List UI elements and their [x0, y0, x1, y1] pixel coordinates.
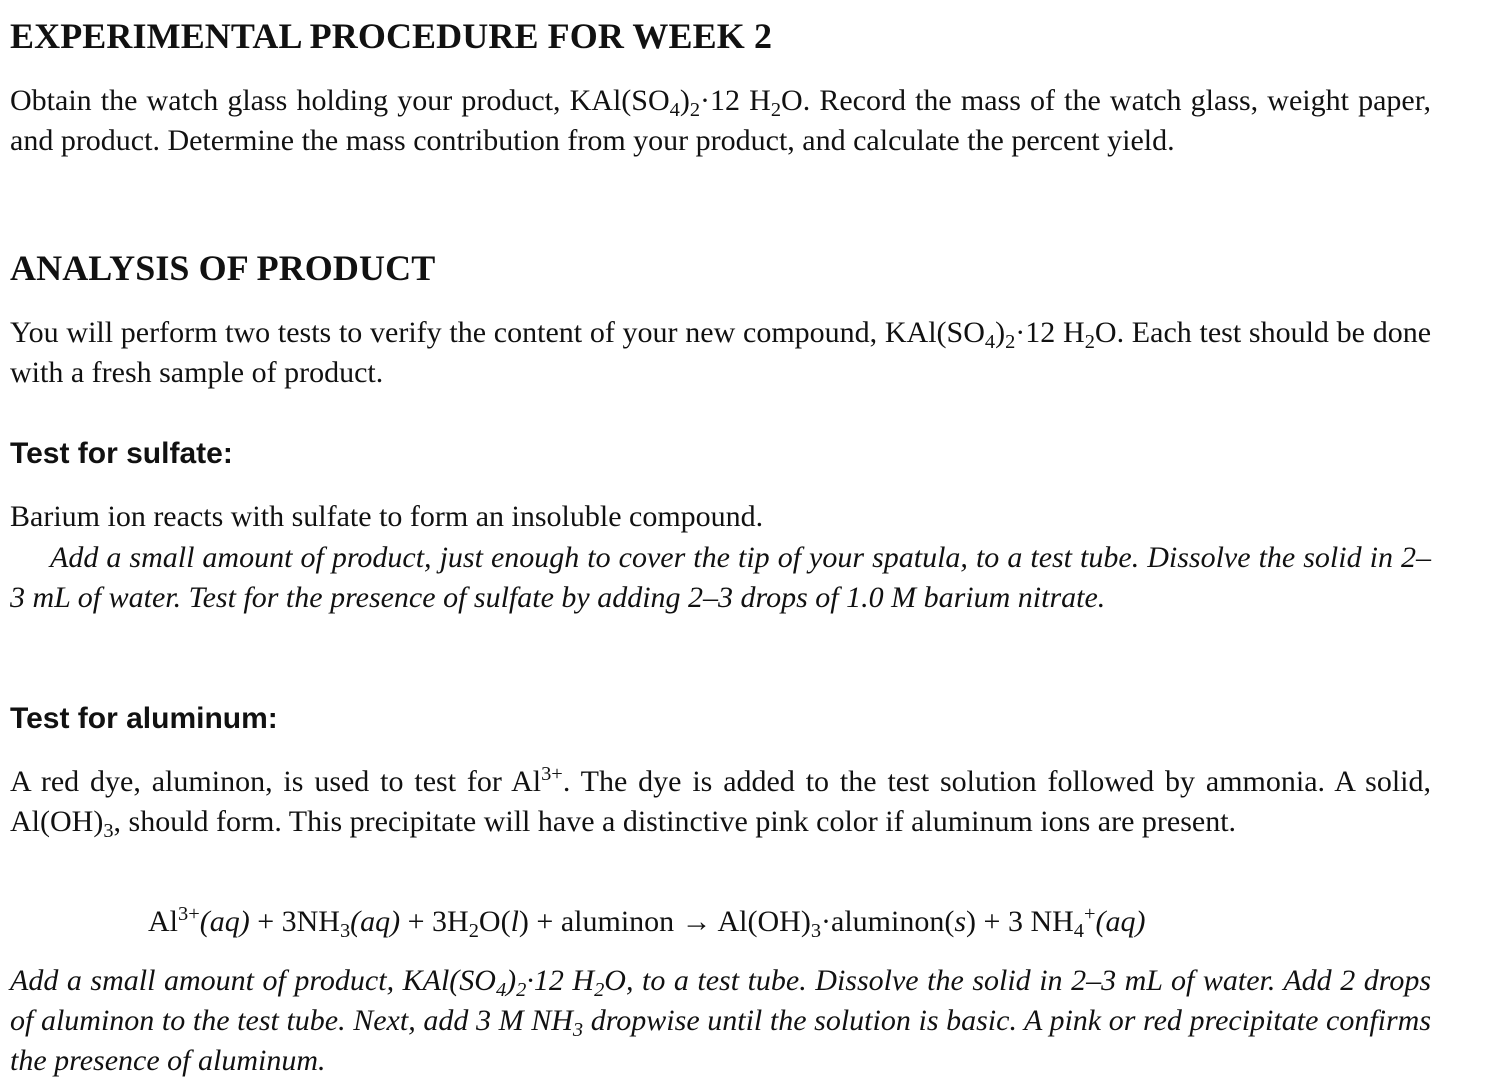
subscript: 3: [572, 1019, 584, 1042]
subscript: 3: [339, 920, 351, 943]
subscript: 2: [689, 99, 701, 122]
text-span: (aq): [1095, 905, 1146, 938]
text-span: O. Record the mass of the watch glass, weight paper, and product. Determine the mass contribution from your product, and calculate the percent yield.: [10, 84, 1431, 157]
text-span: ): [506, 964, 517, 997]
subscript: 3: [103, 820, 114, 843]
subscript: 2: [516, 979, 527, 1002]
subscript: 4: [984, 331, 996, 354]
sulfate-test-heading: Test for sulfate:: [10, 437, 233, 470]
text-span: + aluminon → Al(OH): [528, 905, 811, 938]
text-span: Al: [148, 905, 178, 938]
sulfate-procedure: Add a small amount of product, just enough to cover the tip of your spatula, to a test tube. Dissolve the solid in 2–3 mL of water. Test for the presence of sulfate by adding 2–3 drops of 1.0 M barium nitrate.: [10, 541, 1431, 614]
superscript: 3+: [178, 902, 200, 925]
week-heading: EXPERIMENTAL PROCEDURE FOR WEEK 2: [10, 16, 773, 56]
subscript: 4: [495, 979, 507, 1002]
chemical-equation: [148, 902, 1145, 942]
text-span: + 3H: [400, 905, 469, 938]
text-span: O(: [478, 905, 511, 938]
analysis-heading: ANALYSIS OF PRODUCT: [10, 248, 436, 288]
text-span: dropwise until the solution is basic. A pink or red precipitate confirms the presence of aluminum.: [10, 1004, 1432, 1077]
text-span: ): [995, 316, 1006, 349]
analysis-paragraph: [10, 313, 1431, 393]
subscript: 4: [1073, 920, 1084, 943]
text-span: l: [510, 905, 519, 938]
text-span: Add a small amount of product, KAl(SO: [10, 964, 496, 997]
subscript: 4: [669, 99, 680, 122]
text-span: ·12 H: [526, 964, 595, 997]
aluminum-intro: [10, 762, 1431, 842]
text-span: (aq): [199, 905, 250, 938]
text-span: (aq): [350, 905, 401, 938]
aluminum-procedure: [10, 961, 1431, 1081]
subscript: 2: [1005, 331, 1016, 354]
week-paragraph: [10, 81, 1431, 161]
superscript: +: [1083, 902, 1096, 925]
text-span: O. Each test should be done with a fresh sample of product.: [10, 316, 1432, 389]
text-span: ·aluminon(: [821, 905, 955, 938]
text-span: ): [679, 84, 690, 117]
sulfate-intro: Barium ion reacts with sulfate to form an insoluble compound.: [10, 500, 764, 533]
text-span: O, to a test tube. Dissolve the solid in 2–3 mL of water. Add 2 drops of aluminon to the test tube. Next, add 3 M NH: [10, 964, 1431, 1037]
subscript: 2: [1084, 331, 1095, 354]
text-span: . The dye is added to the test solution followed by ammonia. A solid, Al(OH): [10, 765, 1431, 838]
text-span: ·12 H: [700, 84, 771, 117]
subscript: 2: [468, 920, 479, 943]
subscript: 3: [810, 920, 822, 943]
text-span: ): [518, 905, 529, 938]
text-span: ·12 H: [1015, 316, 1085, 349]
text-span: ) + 3 NH: [966, 905, 1074, 938]
subscript: 2: [770, 99, 782, 122]
aluminum-test-heading: Test for aluminum:: [10, 702, 278, 735]
superscript: 3+: [541, 762, 563, 785]
text-span: s: [954, 905, 967, 938]
text-span: Obtain the watch glass holding your product, KAl(SO: [10, 84, 670, 117]
subscript: 2: [594, 979, 605, 1002]
text-span: A red dye, aluminon, is used to test for Al: [10, 765, 542, 798]
text-span: You will perform two tests to verify the content of your new compound, KAl(SO: [10, 316, 985, 349]
text-span: , should form. This precipitate will have a distinctive pink color if aluminum ions are present.: [113, 805, 1237, 838]
text-span: + 3NH: [249, 905, 340, 938]
